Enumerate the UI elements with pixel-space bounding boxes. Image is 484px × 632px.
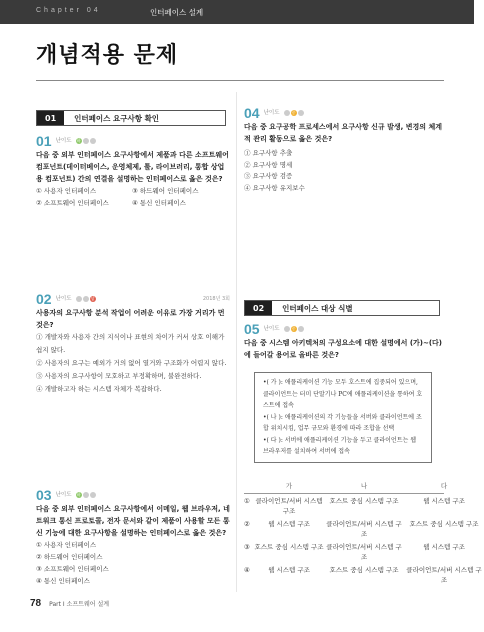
section-title: 인터페이스 대상 식별	[282, 303, 353, 313]
option[interactable]: ④ 개발하고자 하는 시스템 자체가 복잡하다.	[36, 385, 162, 393]
option[interactable]: ③ 소프트웨어 인터페이스	[36, 565, 109, 573]
question-01	[36, 134, 230, 209]
column-divider	[236, 92, 237, 592]
difficulty-rating: 중	[284, 326, 304, 332]
option[interactable]: ② 사용자의 요구는 예외가 거의 없어 열거와 구조화가 어렵지 않다.	[36, 359, 227, 367]
question-number: 03	[36, 487, 52, 503]
options	[36, 185, 230, 209]
question-text: 다음 중 시스템 아키텍처의 구성요소에 대한 설명에서 (가)~(다)에 들어갈 용어로 올바른 것은?	[244, 339, 443, 359]
table-cell: 호스트 중심 시스템 구조	[329, 496, 399, 505]
difficulty-rating: 상	[76, 296, 96, 302]
answer-table	[244, 482, 482, 586]
box-item: •( 가 ): 애플리케이션 기능 모두 호스트에 집중되어 있으며, 클라이언트는 터미 단말기나 PC에 애플리케이션을 통하여 호스트에 접속	[263, 379, 423, 409]
option-marker: ④	[244, 565, 250, 574]
column-header: 나	[360, 483, 368, 490]
chapter-subtitle: 인터페이스 설계	[150, 8, 204, 17]
box-item: •( 나 ): 애플리케이션의 각 기능들을 서버와 클라이언트에 조합 위치시킴, 업무 규모와 환경에 따라 조합을 선택	[263, 413, 422, 432]
table-cell: 클라이언트/서버 시스템 구조	[326, 519, 402, 538]
table-cell: 웹 시스템 구조	[423, 542, 465, 551]
part-label: Part Ⅰ 소프트웨어 설계	[49, 601, 110, 608]
option[interactable]: ④ 통신 인터페이스	[36, 577, 90, 585]
table-cell: 클라이언트/서버 시스템 구조	[406, 565, 482, 584]
option[interactable]: ② 하드웨어 인터페이스	[36, 553, 103, 561]
question-04	[244, 106, 444, 194]
question-text: 다음 중 외부 인터페이스 요구사항에서 이메일, 웹 브라우저, 네트워크 통신 프로토콜, 전자 문서와 같이 제품이 사용할 모든 통신 기능에 대한 요구사항을 설명하는 인터페이스로 옳은 것은?	[36, 505, 230, 537]
table-row[interactable]	[244, 565, 482, 586]
option-marker: ②	[244, 519, 250, 528]
difficulty-rating: 하	[76, 492, 96, 498]
chapter-header-bar	[0, 0, 474, 24]
table-cell: 호스트 중심 시스템 구조	[409, 519, 479, 528]
options	[36, 331, 230, 396]
option[interactable]: ④ 통신 인터페이스	[132, 199, 186, 207]
page-footer	[30, 598, 109, 609]
options	[36, 539, 230, 587]
exam-source: 2018년 3회	[202, 296, 230, 302]
table-cell: 호스트 중심 시스템 구조	[329, 565, 399, 574]
table-row[interactable]	[244, 542, 465, 563]
question-number: 02	[36, 291, 52, 307]
column-header: 다	[440, 483, 448, 490]
difficulty-label: 난이도	[55, 138, 72, 144]
chapter-label: Chapter 04	[36, 7, 101, 14]
question-text: 사용자의 요구사항 분석 작업이 어려운 이유로 가장 거리가 먼 것은?	[36, 309, 225, 329]
table-row[interactable]	[244, 496, 465, 517]
section-header-02	[244, 300, 440, 316]
table-header	[244, 482, 448, 494]
question-text: 다음 중 외부 인터페이스 요구사항에서 제품과 다른 소프트웨어 컴포넌트(데이터베이스, 운영체제, 툴, 라이브러리, 통합 상업용 컴포넌트) 간의 연결을 설명하는 인터페이스로 옳은 것은?	[36, 151, 229, 183]
section-header-01	[36, 110, 226, 126]
option[interactable]: ① 사용자 인터페이스	[36, 187, 97, 195]
difficulty-rating: 하	[76, 138, 96, 144]
question-05	[244, 322, 444, 361]
difficulty-label: 난이도	[55, 492, 72, 498]
title-divider	[36, 80, 444, 81]
option[interactable]: ① 요구사항 추출	[244, 149, 293, 157]
question-text: 다음 중 요구공학 프로세스에서 요구사항 신규 발생, 변경의 체계적 관리 활동으로 옳은 것은?	[244, 123, 442, 143]
option[interactable]: ④ 요구사항 유지보수	[244, 183, 305, 192]
box-item: •( 다 ): 서버에 애플리케이션 기능을 두고 클라이언트는 웹 브라우저를 설치하여 서버에 접속	[263, 436, 417, 455]
difficulty-label: 난이도	[263, 326, 280, 332]
question-03	[36, 488, 230, 587]
table-cell: 클라이언트/서버 시스템 구조	[326, 542, 402, 561]
option[interactable]: ② 소프트웨어 인터페이스	[36, 199, 109, 207]
section-title: 인터페이스 요구사항 확인	[74, 113, 160, 123]
difficulty-rating: 중	[284, 110, 304, 116]
difficulty-label: 난이도	[263, 110, 280, 116]
table-cell: 클라이언트/서버 시스템 구조	[255, 496, 323, 515]
option[interactable]: ① 사용자 인터페이스	[36, 541, 97, 549]
option[interactable]: ① 개발자와 사용자 간의 지식이나 표현의 차이가 커서 상호 이해가 쉽지 않다.	[36, 333, 225, 354]
option[interactable]: ③ 요구사항 검증	[244, 172, 293, 180]
option[interactable]: ③ 하드웨어 인터페이스	[132, 187, 199, 195]
column-header: 가	[285, 483, 293, 490]
page-title: 개념적용 문제	[36, 43, 179, 68]
option-marker: ③	[244, 542, 250, 551]
page-number: 78	[30, 598, 42, 609]
option-marker: ①	[244, 496, 250, 505]
difficulty-label: 난이도	[55, 296, 72, 302]
description-box	[254, 372, 432, 463]
section-number: 02	[245, 301, 272, 315]
section-number: 01	[37, 111, 64, 125]
question-number: 05	[244, 321, 260, 337]
table-cell: 웹 시스템 구조	[268, 565, 310, 574]
question-number: 04	[244, 105, 260, 121]
question-02	[36, 292, 230, 396]
option[interactable]: ③ 사용자의 요구사항이 모호하고 부정확하며, 불완전하다.	[36, 372, 202, 380]
question-number: 01	[36, 133, 52, 149]
options	[244, 148, 444, 194]
table-row[interactable]	[244, 519, 479, 540]
table-cell: 호스트 중심 시스템 구조	[254, 542, 324, 551]
table-cell: 웹 시스템 구조	[423, 496, 465, 505]
option[interactable]: ② 요구사항 명세	[244, 160, 293, 169]
table-cell: 웹 시스템 구조	[268, 519, 310, 528]
